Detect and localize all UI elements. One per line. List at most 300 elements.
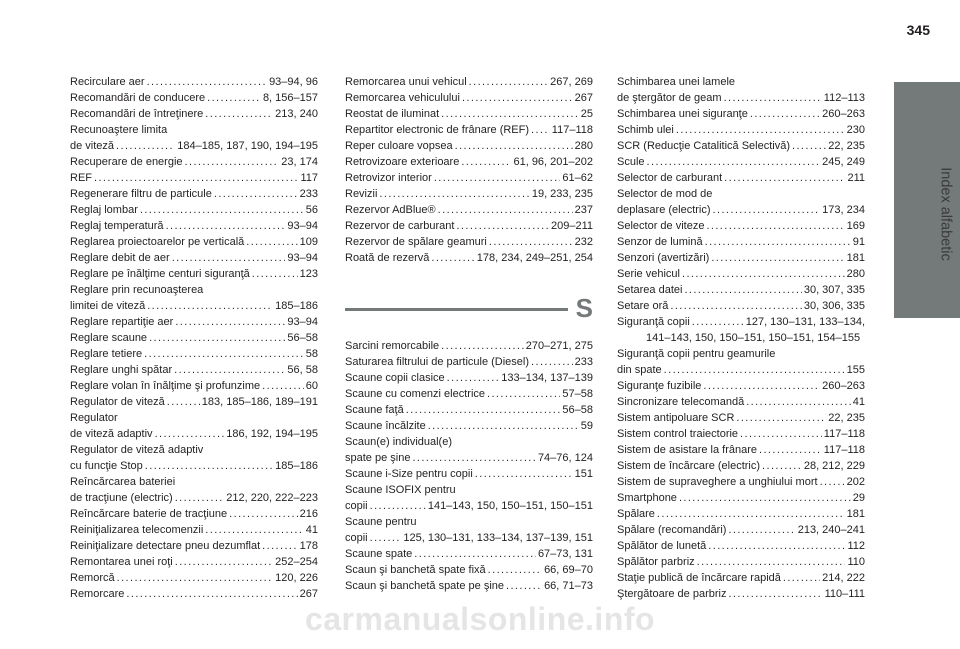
index-entry-line [345, 338, 593, 354]
page-reference: 181 [846, 508, 865, 520]
dot-leader [205, 522, 303, 538]
index-entry-line [70, 266, 318, 282]
index-entry-line [617, 282, 865, 298]
page-reference: 267 [299, 588, 318, 600]
index-entry-line [345, 546, 593, 562]
index-entry-line [70, 218, 318, 234]
index-entry [70, 154, 318, 170]
page-reference: 185–186 [275, 460, 318, 472]
page-reference: 209–211 [550, 220, 593, 232]
dot-leader [214, 186, 298, 202]
index-term: Scaune spate [345, 548, 413, 560]
index-entry [70, 522, 318, 538]
dot-leader [441, 106, 579, 122]
dot-leader [703, 378, 820, 394]
index-column-3 [617, 74, 865, 602]
page-reference: 185–186 [275, 300, 318, 312]
index-term: din spate [617, 364, 662, 376]
dot-leader [792, 138, 826, 154]
index-entry [70, 586, 318, 602]
page-reference: 60 [305, 380, 318, 392]
index-entry [617, 570, 865, 586]
page-reference: 56, 58 [287, 364, 318, 376]
index-entry-line [70, 298, 318, 314]
page-reference: 57–58 [562, 388, 593, 400]
page-reference: 212, 220, 222–223 [226, 492, 318, 504]
index-entry-line [70, 522, 318, 538]
dot-leader [728, 586, 822, 602]
page-reference: 41 [305, 524, 318, 536]
index-entry [617, 410, 865, 426]
page-reference: 141–143, 150, 150–151, 150–151 [427, 500, 593, 512]
index-entry [617, 154, 865, 170]
index-entry [617, 394, 865, 410]
page-reference: 245, 249 [822, 156, 865, 168]
index-term: cu funcţie Stop [70, 460, 143, 472]
index-entry-line [345, 386, 593, 402]
index-entry [345, 482, 593, 514]
page-reference: 93–94 [287, 252, 318, 264]
index-term: Reglare tetiere [70, 348, 143, 360]
page-reference: 109 [299, 236, 318, 248]
page-reference: 260–263 [822, 380, 865, 392]
page-reference: 66, 71–73 [544, 580, 593, 592]
index-entry [617, 234, 865, 250]
page-reference: 267 [574, 92, 593, 104]
index-term: Saturarea filtrului de particule (Diesel) [345, 356, 530, 368]
index-entry-line [345, 578, 593, 594]
index-term: Rezervor AdBlue® [345, 204, 436, 216]
dot-leader [414, 546, 536, 562]
index-term: Reîncărcarea bateriei [70, 476, 176, 488]
index-entry-line [345, 370, 593, 386]
page-reference: 91 [852, 236, 865, 248]
index-group-s [345, 338, 593, 594]
index-term: Regulator de viteză [70, 396, 165, 408]
index-term: Rezervor de spălare geamuri [345, 236, 487, 248]
index-entry-line [345, 234, 593, 250]
index-entry [345, 122, 593, 138]
index-entry-line [345, 106, 593, 122]
dot-leader [762, 458, 802, 474]
dot-leader [697, 554, 846, 570]
dot-leader [489, 234, 573, 250]
index-entry-line [345, 450, 593, 466]
dot-leader [428, 418, 579, 434]
page-reference: 237 [574, 204, 593, 216]
dot-leader [147, 74, 267, 90]
index-entry-line [70, 362, 318, 378]
dot-leader [207, 90, 261, 106]
dot-leader [229, 506, 297, 522]
index-entry-line [70, 234, 318, 250]
index-term: Siguranţă copii [617, 316, 690, 328]
index-term: Regenerare filtru de particule [70, 188, 212, 200]
page-reference: 41 [852, 396, 865, 408]
index-term: Revizii [345, 188, 378, 200]
index-entry [70, 282, 318, 314]
index-entry-line [345, 514, 593, 530]
index-term: Reper culoare vopsea [345, 140, 453, 152]
dot-leader [679, 490, 851, 506]
index-term: copii [345, 500, 368, 512]
index-term: de tracţiune (electric) [70, 492, 173, 504]
page-reference: 202 [846, 476, 865, 488]
page-reference: 28, 212, 229 [803, 460, 865, 472]
dot-leader [456, 218, 549, 234]
index-entry [617, 218, 865, 234]
index-term: Remorcă [70, 572, 115, 584]
index-entry-line [70, 186, 318, 202]
index-entry [345, 418, 593, 434]
index-entry [345, 202, 593, 218]
index-entry-line [345, 402, 593, 418]
page-reference: 19, 233, 235 [531, 188, 593, 200]
dot-leader [252, 266, 298, 282]
index-entry [345, 546, 593, 562]
index-entry [617, 138, 865, 154]
index-entry-line [617, 122, 865, 138]
page-reference: 56–58 [562, 404, 593, 416]
index-term: Sistem control traiectorie [617, 428, 739, 440]
index-entry-line [70, 250, 318, 266]
index-entry [345, 434, 593, 466]
dot-leader [461, 154, 511, 170]
index-entry-line [70, 106, 318, 122]
page-reference: 183, 185–186, 189–191 [201, 396, 318, 408]
page-reference: 267, 269 [550, 76, 593, 88]
page-reference: 8, 156–157 [262, 92, 318, 104]
dot-leader [676, 122, 845, 138]
index-entry [345, 386, 593, 402]
index-term: Recomandări de conducere [70, 92, 206, 104]
page-reference: 260–263 [822, 108, 865, 120]
index-entry [345, 370, 593, 386]
dot-leader [728, 522, 795, 538]
index-entry-line [617, 234, 865, 250]
index-term: Sistem de încărcare (electric) [617, 460, 761, 472]
index-entry [345, 354, 593, 370]
dot-leader [262, 538, 297, 554]
index-entry [345, 106, 593, 122]
index-term: Remontarea unei roţi [70, 556, 173, 568]
index-term: Reostat de iluminat [345, 108, 440, 120]
index-entry-line [70, 538, 318, 554]
page-reference: 125, 130–131, 133–134, 137–139, 151 [403, 532, 593, 544]
dot-leader [475, 466, 573, 482]
index-term: Reglare pe înălţime centuri siguranţă [70, 268, 250, 280]
page-reference: 213, 240 [275, 108, 318, 120]
page-reference: 186, 192, 194–195 [226, 428, 318, 440]
index-entry-line [70, 410, 318, 426]
index-entry [70, 90, 318, 106]
index-entry-line [617, 522, 865, 538]
index-term: Reîncărcare baterie de tracţiune [70, 508, 228, 520]
index-term: Setarea datei [617, 284, 683, 296]
index-entry-line [345, 418, 593, 434]
page-reference: 112 [847, 540, 865, 552]
index-entry-line [70, 586, 318, 602]
index-term: Reglare volan în înălţime şi profunzime [70, 380, 261, 392]
index-entry [617, 250, 865, 266]
index-entry [70, 346, 318, 362]
index-entry-line [617, 154, 865, 170]
index-entry [70, 218, 318, 234]
index-entry-line [345, 186, 593, 202]
page-reference: 280 [574, 140, 593, 152]
index-entry [617, 474, 865, 490]
dot-leader [144, 346, 304, 362]
index-entry-line [617, 314, 865, 330]
index-term: Reglaj lombar [70, 204, 138, 216]
index-entry-line [617, 90, 865, 106]
page-reference: 22, 235 [828, 412, 865, 424]
index-entry-line [345, 482, 593, 498]
index-entry [617, 346, 865, 378]
index-entry-line [617, 490, 865, 506]
index-term: Sincronizare telecomandă [617, 396, 745, 408]
dot-leader [172, 250, 286, 266]
index-entry [617, 458, 865, 474]
index-entry [70, 410, 318, 442]
dot-leader [155, 426, 225, 442]
index-term: Spălător parbriz [617, 556, 695, 568]
dot-leader [736, 410, 826, 426]
index-entry-line [345, 434, 593, 450]
index-entry [345, 250, 593, 266]
index-entry-line [617, 362, 865, 378]
dot-leader [657, 506, 845, 522]
page-reference: 230 [846, 124, 865, 136]
index-term: spate pe şine [345, 452, 411, 464]
page-reference: 110–111 [824, 588, 865, 600]
index-term: Sarcini remorcabile [345, 340, 440, 352]
dot-leader [379, 186, 529, 202]
index-term: Scaune i-Size pentru copii [345, 468, 473, 480]
index-entry-line [70, 554, 318, 570]
dot-leader [185, 154, 280, 170]
index-term: Siguranţă copii pentru geamurile [617, 348, 776, 360]
index-entry-line [70, 282, 318, 298]
index-entry-line [617, 394, 865, 410]
index-entry [70, 106, 318, 122]
page-reference: 74–76, 124 [537, 452, 593, 464]
index-term: Smartphone [617, 492, 677, 504]
index-entry [70, 570, 318, 586]
index-term: Scaun şi banchetă spate pe şine [345, 580, 505, 592]
index-term: Sistem antipoluare SCR [617, 412, 735, 424]
index-entry-line [617, 170, 865, 186]
index-entry-line [70, 378, 318, 394]
page-number: 345 [906, 22, 930, 38]
index-term: Siguranţe fuzibile [617, 380, 702, 392]
index-entry-line [617, 506, 865, 522]
index-term: copii [345, 532, 368, 544]
dot-leader [506, 578, 542, 594]
section-rule [345, 308, 593, 311]
dot-leader [682, 266, 845, 282]
index-entry-line [70, 458, 318, 474]
index-term: Regulator [70, 412, 118, 424]
index-term: Schimbarea unei lamele [617, 76, 736, 88]
index-entry [617, 378, 865, 394]
index-term: Scaun(e) individual(e) [345, 436, 452, 448]
index-entry [617, 442, 865, 458]
index-entry-line [345, 466, 593, 482]
index-entry [70, 186, 318, 202]
index-entry-line [617, 378, 865, 394]
index-entry-line [70, 570, 318, 586]
index-term: Selector de carburant [617, 172, 723, 184]
page-reference: 93–94, 96 [269, 76, 318, 88]
dot-leader [820, 474, 845, 490]
index-term: Senzor de lumină [617, 236, 703, 248]
index-group-r [345, 74, 593, 266]
page-reference: 270–271, 275 [525, 340, 593, 352]
page-reference: 22, 235 [828, 140, 865, 152]
dot-leader [706, 218, 844, 234]
index-entry-line [617, 586, 865, 602]
page-reference: 233 [299, 188, 318, 200]
page-reference: 93–94 [287, 316, 318, 328]
page-reference: 93–94 [287, 220, 318, 232]
index-entry-line [70, 394, 318, 410]
index-column-1 [70, 74, 318, 602]
page-reference: 58 [305, 348, 318, 360]
index-entry [70, 234, 318, 250]
dot-leader [447, 370, 500, 386]
index-entry [345, 218, 593, 234]
dot-leader [117, 570, 274, 586]
page-reference: 232 [574, 236, 593, 248]
index-entry-line [617, 458, 865, 474]
page-reference: 66, 69–70 [544, 564, 593, 576]
index-term: Selector de viteze [617, 220, 705, 232]
index-term: de viteză adaptiv [70, 428, 153, 440]
index-term: Remorcare [70, 588, 125, 600]
page-reference: 110 [847, 556, 865, 568]
index-entry [70, 474, 318, 506]
page-reference: 30, 307, 335 [803, 284, 865, 296]
page-reference: 151 [574, 468, 593, 480]
index-term: Reglare unghi spătar [70, 364, 173, 376]
dot-leader [262, 378, 304, 394]
index-entry [617, 74, 865, 106]
dot-leader [713, 202, 821, 218]
index-term: Recunoaştere limita [70, 124, 168, 136]
index-entry [617, 170, 865, 186]
dot-leader [175, 314, 285, 330]
index-entry [70, 330, 318, 346]
dot-leader [145, 458, 273, 474]
page-reference: 184–185, 187, 190, 194–195 [177, 140, 318, 152]
index-entry-line [70, 330, 318, 346]
dot-leader [487, 386, 560, 402]
index-term: Schimbarea unei siguranţe [617, 108, 748, 120]
dot-leader [246, 234, 297, 250]
section-divider [345, 294, 593, 332]
page-reference-continued: 141–143, 150, 150–151, 150–151, 154–155 [646, 332, 861, 344]
dot-leader [370, 498, 426, 514]
index-term: de ştergător de geam [617, 92, 722, 104]
index-term: Remorcarea unui vehicul [345, 76, 467, 88]
dot-leader [750, 106, 820, 122]
page-reference: 181 [846, 252, 865, 264]
index-entry [617, 426, 865, 442]
page-reference: 61, 96, 201–202 [513, 156, 593, 168]
index-entry [617, 106, 865, 122]
index-term: deplasare (electric) [617, 204, 711, 216]
index-term: Scaune cu comenzi electrice [345, 388, 486, 400]
dot-leader [724, 170, 845, 186]
index-term: Selector de mod de [617, 188, 713, 200]
page-reference: 213, 240–241 [797, 524, 865, 536]
dot-leader [488, 562, 542, 578]
dot-leader [94, 170, 298, 186]
index-term: Reglare scaune [70, 332, 148, 344]
watermark: carmanualsonline.info [304, 601, 656, 637]
index-term: REF [70, 172, 92, 184]
index-term: Staţie publică de încărcare rapidă [617, 572, 781, 584]
index-entry [345, 154, 593, 170]
index-term: de viteză [70, 140, 115, 152]
dot-leader [531, 122, 550, 138]
index-entry [70, 202, 318, 218]
page-reference: 117–118 [823, 444, 865, 456]
index-term: Reglaj temperatură [70, 220, 164, 232]
dot-leader [711, 250, 844, 266]
index-entry [345, 338, 593, 354]
page-reference: 133–134, 137–139 [501, 372, 593, 384]
index-entry-line [345, 202, 593, 218]
index-entry-line [70, 474, 318, 490]
index-entry [70, 506, 318, 522]
index-entry [70, 538, 318, 554]
index-entry [70, 74, 318, 90]
index-term: Scaune faţă [345, 404, 404, 416]
dot-leader [664, 362, 845, 378]
index-entry-line [70, 346, 318, 362]
index-entry [70, 378, 318, 394]
index-entry [345, 74, 593, 90]
index-entry [617, 538, 865, 554]
index-entry-line [345, 122, 593, 138]
page-reference: 173, 234 [822, 204, 865, 216]
index-entry-line [617, 138, 865, 154]
index-term: Scaun şi banchetă spate fixă [345, 564, 486, 576]
page-reference: 280 [846, 268, 865, 280]
dot-leader [140, 202, 304, 218]
dot-leader [708, 538, 845, 554]
index-entry-line [345, 498, 593, 514]
index-entry [617, 186, 865, 218]
page-reference: 120, 226 [275, 572, 318, 584]
index-entry [617, 506, 865, 522]
page-reference: 30, 306, 335 [803, 300, 865, 312]
page-reference: 155 [846, 364, 865, 376]
dot-leader [370, 530, 402, 546]
index-term: Repartitor electronic de frânare (REF) [345, 124, 530, 136]
dot-leader [705, 234, 851, 250]
dot-leader [175, 490, 225, 506]
index-entry-line [70, 170, 318, 186]
index-term: Ştergătoare de parbriz [617, 588, 727, 600]
dot-leader [684, 282, 801, 298]
dot-leader [531, 354, 573, 370]
index-entry-line [345, 250, 593, 266]
index-entry-line [617, 250, 865, 266]
index-entry-line [345, 218, 593, 234]
